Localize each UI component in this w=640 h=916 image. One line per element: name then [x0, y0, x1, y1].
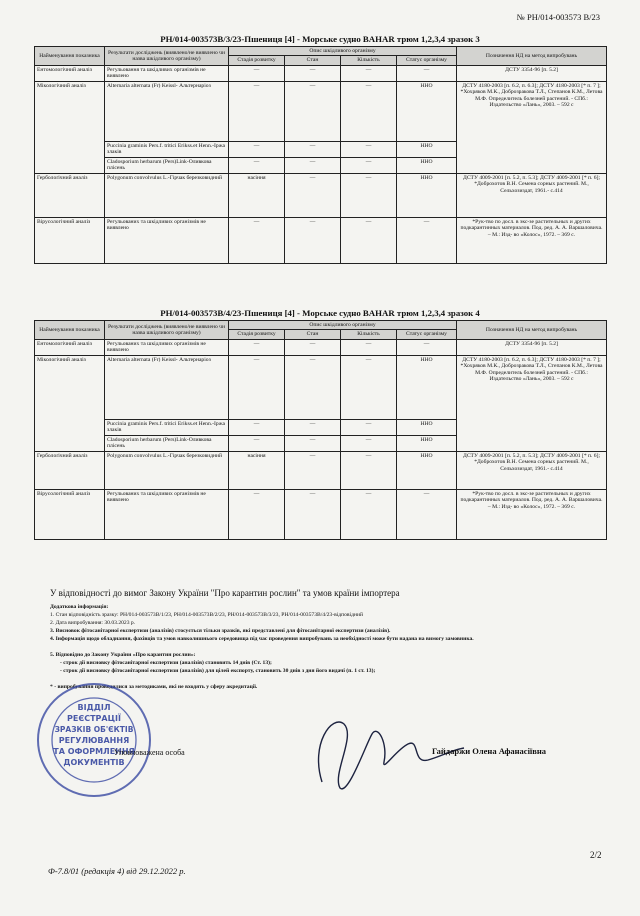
header-quantity: Кількість [341, 330, 397, 339]
form-footer: Ф-7.8/01 (редакція 4) від 29.12.2022 р. [48, 866, 186, 876]
header-name: Найменування показника [35, 47, 105, 66]
table-row: Ентомологічний аналіз Регульовання та шкідливих організмів не виявлено — — — — ДСТУ 3354-96 [п. 5.2] [35, 65, 607, 81]
header-stage: Стадія розвитку [229, 56, 285, 65]
header-state: Стан [285, 56, 341, 65]
table-row: Puccinia graminis Pers.f. tritici Erikss.et Henn.-Іржа злаків — — — ННО [35, 141, 607, 157]
compliance-statement: У відповідності до вимог Закону України "Про карантин рослин" та умов країни імпортера [50, 588, 400, 598]
table-row: Мікологічний аналіз Alternaria alternata (Fr) Keissl- Альтернаріоз — — — ННО ДСТУ 4180-2003 [п. 6.2, п. 6.3]; ДСТУ 4180-2003 [* п. 7 ]; *Хохряков М.К., Доброзракова Т.Л., Степанов К.М., Летова М.Ф. Определитель болезней растений. - СПб.: Издательство «Лань», 2003. – 592 с [35, 81, 607, 141]
info-line-6: - строк дії висновку фітосанітарної експертизи (аналізів) становить 14 днів (Ст. 13); [60, 660, 272, 666]
info-line-4: 4. Інформація щодо обладнання, фахівців та умов навколишнього середовища під час проведення випробувань за необхідності може бути надана на вимогу замовника. [50, 636, 474, 642]
header-result: Результати досліджень (виявлено/не виявлено чи назва шкідливого організму) [105, 47, 229, 66]
signatory-name: Гайдаржи Олена Афанасіївна [432, 746, 547, 756]
header-name: Найменування показника [35, 321, 105, 340]
svg-text:РЕГУЛЮВАННЯ: РЕГУЛЮВАННЯ [58, 736, 130, 745]
header-state: Стан [285, 330, 341, 339]
table-row: Cladosporium herbarum (Pers)Link-Оливкова плісень — — — ННО [35, 435, 607, 451]
page-number: 2/2 [590, 850, 602, 860]
sample3-title: РН/014-003573В/3/23-Пшениця [4] - Морське судно BAHAR трюм 1,2,3,4 зразок 3 [160, 34, 480, 44]
table-row: Мікологічний аналіз Alternaria alternata (Fr) Keissl- Альтернаріоз — — — ННО ДСТУ 4180-2003 [п. 6.2, п. 6.3]; ДСТУ 4180-2003 [* п. 7 ]; *Хохряков М.К., Доброзракова Т.Л., Степанов К.М., Летова М.Ф. Определитель болезней растений. - СПб.: Издательство «Лань», 2003. – 592 с [35, 355, 607, 419]
info-title: Додаткова інформація: [50, 604, 109, 610]
info-line-5: 5. Відповідно до Закону України «Про карантин рослин»: [50, 652, 196, 658]
header-result: Результати досліджень (виявлено/не виявлено чи назва шкідливого організму) [105, 321, 229, 340]
table-row: Герболоґічний аналіз Polygonum convolvulus L.-Гірчак березковидний насіння — — ННО ДСТУ 4009-2001 [п. 5.2, п. 5.3]; ДСТУ 4009-2001 [* п. 6]; *Доброхотов В.Н. Семена сорных растений. М., Сельхозиздат, 1961.- с.414 [35, 173, 607, 217]
header-method: Позначення НД на метод випробувань [457, 47, 607, 66]
info-line-2: 2. Дата випробування: 30.03.2023 р. [50, 620, 136, 626]
table-row: Герболоґічний аналіз Polygonum convolvulus L.-Гірчак березковидний насіння — — ННО ДСТУ 4009-2001 [п. 5.2, п. 5.3]; ДСТУ 4009-2001 [* п. 6]; *Доброхотов В.Н. Семена сорных растений. М., Сельхозиздат, 1961.- с.414 [35, 451, 607, 489]
table-row: Вірусологічний аналіз Регульованих та шкідливих організмів не виявлено — — — — *Рук-тво по досл. в экс-зе растительных и других подкарантинных материалов. Под. ред. А. А. Варшаловича. – М.: Изд- во «Колос», 1972. – 369 с. [35, 489, 607, 539]
header-method: Позначення НД на метод випробувань [457, 321, 607, 340]
table-row: Puccinia graminis Pers.f. tritici Erikss.et Henn.-Іржа злаків — — — ННО [35, 419, 607, 435]
header-stage: Стадія розвитку [229, 330, 285, 339]
header-status: Статус організму [397, 330, 457, 339]
info-line-8: * - випробування проводилися за методиками, які не входять у сферу акредитації. [50, 684, 258, 690]
table-row: Cladosporium herbarum (Pers)Link-Оливкова плісень — — — ННО [35, 157, 607, 173]
info-line-3: 3. Висновок фітосанітарної експертизи (аналізів) стосується тільки зразків, які представлені для фітосанітарної експертизи (аналізів). [50, 628, 391, 634]
info-line-7: - строк дії висновку фітосанітарної експертизи (аналізів) для цілей експорту, становить 30 днів з дня його видачі (п. 1 ст. 13); [60, 668, 376, 674]
svg-text:ДОКУМЕНТІВ: ДОКУМЕНТІВ [63, 758, 125, 767]
svg-text:РЕЄСТРАЦІЇ: РЕЄСТРАЦІЇ [67, 714, 121, 723]
header-description: Опис шкідливого організму [229, 321, 457, 330]
document-reference: № РН/014-003573 В/23 [516, 12, 600, 22]
svg-text:ТА ОФОРМЛЕННЯ: ТА ОФОРМЛЕННЯ [53, 747, 135, 756]
sample4-table [34, 320, 607, 540]
info-line-1: 1. Стан відповідність зразку: РН/014-003573В/1/23, РН/014-003573В/2/23, РН/014-003573В/3/23, РН/014-003573В/4/23-відповідний [50, 612, 363, 618]
table-row: Вірусологічний аналіз Регульованих та шкідливих організмів не виявлено — — — — *Рук-тво по досл. в экс-зе растительных и других подкарантинных материалов. Под. ред. А. А. Варшаловича. – М.: Изд- во «Колос», 1972. – 369 с. [35, 217, 607, 263]
svg-text:ЗРАЗКІВ ОБ'ЄКТІВ: ЗРАЗКІВ ОБ'ЄКТІВ [54, 725, 134, 734]
header-quantity: Кількість [341, 56, 397, 65]
official-stamp [34, 680, 154, 800]
svg-text:ВІДДІЛ: ВІДДІЛ [77, 703, 111, 712]
sample3-table [34, 46, 607, 264]
header-status: Статус організму [397, 56, 457, 65]
sample4-title: РН/014-003573В/4/23-Пшениця [4] - Морське судно BAHAR трюм 1,2,3,4 зразок 4 [160, 308, 480, 318]
table-row: Ентомологічний аналіз Регульованих та шкідливих організмів не виявлено — — — — ДСТУ 3354-96 [п. 5.2] [35, 339, 607, 355]
header-description: Опис шкідливого організму [229, 47, 457, 56]
signatory-role: Уповноважена особа [114, 748, 185, 757]
